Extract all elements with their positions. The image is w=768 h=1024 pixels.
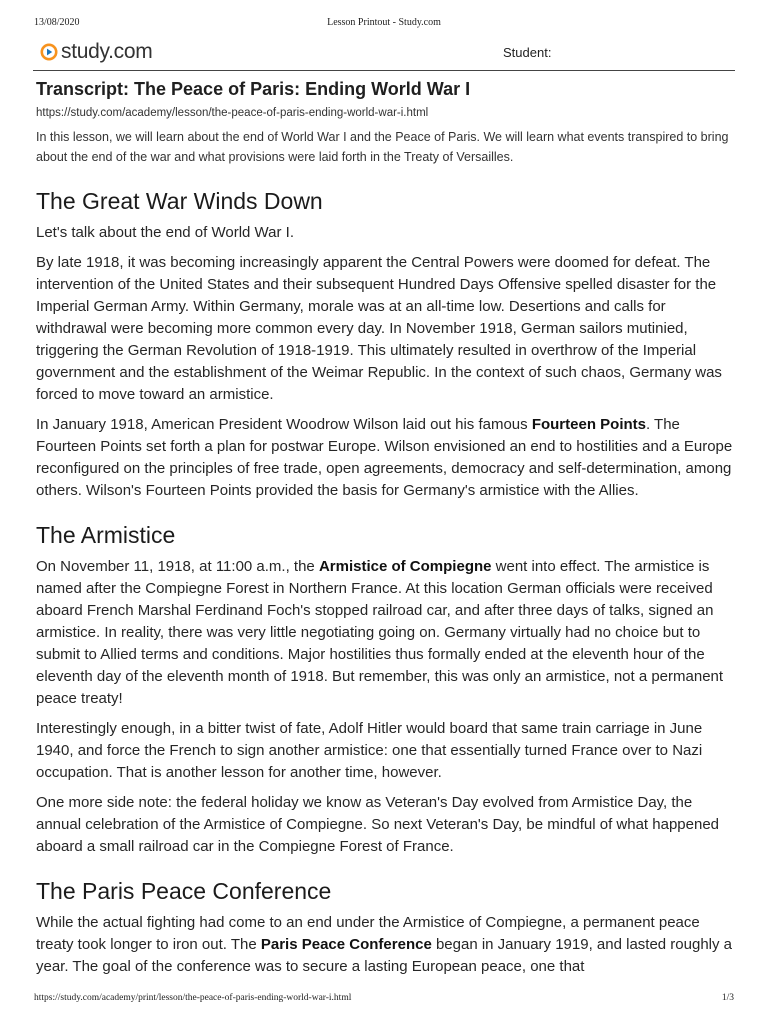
study-com-logo[interactable] [40, 40, 152, 64]
student-label: Student: [503, 45, 552, 60]
section-great-war-winds-down [36, 186, 734, 502]
paragraph-text: began in January 1919, and lasted roughly a year. The goal of the conference was to secure a lasting European peace, one that [36, 936, 733, 975]
print-date: 13/08/2020 [34, 17, 80, 28]
section-title: The Armistice [36, 522, 176, 548]
lesson-intro: In this lesson, we will learn about the end of World War I and the Peace of Paris. We will learn what events transpired to bring about the end of the war and what provisions were laid forth in the Treaty of Versailles. [36, 130, 729, 164]
section-armistice [36, 520, 734, 858]
key-term: Paris Peace Conference [260, 936, 432, 953]
section-title: The Great War Winds Down [36, 188, 323, 214]
print-header [34, 17, 734, 31]
key-term: Fourteen Points [531, 416, 646, 433]
paragraph [36, 556, 734, 710]
paragraph: By late 1918, it was becoming increasingly apparent the Central Powers were doomed for defeat. The intervention of the United States and their subsequent Hundred Days Offensive spelled disaster for the Imperial German Army. Within Germany, morale was at an all-time low. Desertions and calls for withdrawal were becoming more common every day. In November 1918, German sailors mutinied, triggering the German Revolution of 1918-1919. This ultimately resulted in overthrow of the Imperial government and the establishment of the Weimar Republic. In the context of such chaos, Germany was forced to move toward an armistice. [36, 254, 722, 403]
paragraph: One more side note: the federal holiday we know as Veteran's Day evolved from Armistice Day, the annual celebration of the Armistice of Compiegne. So next Veteran's Day, be mindful of what happened aboard a small railroad car in the Compiegne Forest of France. [36, 794, 720, 855]
paragraph-text: While the actual fighting had come to an end under the Armistice of Compiegne, a permanent peace treaty took longer to iron out. The [36, 914, 700, 953]
paragraph-text: went into effect. The armistice is named after the Compiegne Forest in Northern France. At this location German officials were received aboard French Marshal Ferdinand Foch's stopped railroad car, and after three days of talks, signed an armistice. In reality, there was very little negotiating going on. Germany virtually had no choice but to submit to Allied terms and conditions. Major hostilities thus formally ended at the eleventh hour of the eleventh day of the eleventh month of 1918. But remember, this was only an armistice, not a permanent peace treaty! [36, 558, 724, 707]
section-title: The Paris Peace Conference [36, 878, 332, 904]
brand-row [40, 38, 734, 70]
section-paris-peace-conference [36, 876, 734, 978]
paragraph [36, 912, 734, 978]
print-footer [34, 993, 734, 1007]
document-title: Transcript: The Peace of Paris: Ending World War I [36, 79, 471, 99]
print-title: Lesson Printout - Study.com [327, 17, 441, 28]
paragraph: Interestingly enough, in a bitter twist of fate, Adolf Hitler would board that same train carriage in June 1940, and force the French to sign another armistice: one that essentially turned France over to Nazi occupation. That is another lesson for another time, however. [36, 720, 703, 781]
paragraph: Let's talk about the end of World War I. [36, 224, 294, 241]
paragraph [36, 414, 734, 502]
page-number: 1/3 [721, 993, 734, 1003]
paragraph-text: . The Fourteen Points set forth a plan for postwar Europe. Wilson envisioned an end to hostilities and a Europe reconfigured on the principles of free trade, open agreements, democracy and self-determination, among others. Wilson's Fourteen Points provided the basis for Germany's armistice with the Allies. [36, 416, 733, 499]
paragraph-text: On November 11, 1918, at 11:00 a.m., the [36, 558, 319, 575]
paragraph-text: In January 1918, American President Woodrow Wilson laid out his famous [36, 416, 532, 433]
document-url[interactable]: https://study.com/academy/lesson/the-peace-of-paris-ending-world-war-i.html [36, 107, 429, 119]
key-term: Armistice of Compiegne [318, 558, 492, 575]
logo-text: study.com [61, 40, 153, 63]
header-divider [33, 70, 735, 71]
footer-url: https://study.com/academy/print/lesson/the-peace-of-paris-ending-world-war-i.html [34, 993, 352, 1003]
play-logo-icon [40, 43, 58, 61]
lesson-content [36, 77, 734, 978]
